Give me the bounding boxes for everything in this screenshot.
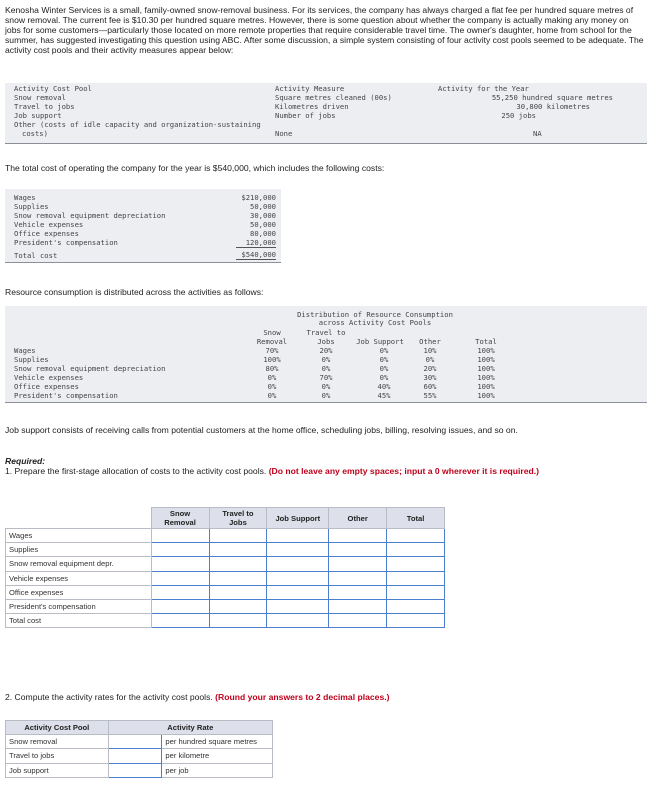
allocation-corner <box>6 508 152 529</box>
header-line: Travel to <box>222 509 254 518</box>
pools-row-measure: Square metres cleaned (00s) <box>275 93 392 102</box>
cost-value: $210,000 <box>241 193 276 202</box>
allocation-row <box>6 571 445 585</box>
subtotal-rule <box>236 247 276 248</box>
header-line: Snow <box>169 509 191 518</box>
dist-value: 0% <box>267 382 277 391</box>
dist-header-other: Other <box>419 337 441 346</box>
dist-value: 100% <box>477 382 495 391</box>
snow-removal-input[interactable] <box>151 585 209 599</box>
pools-table-underline <box>5 143 647 144</box>
dist-value: 100% <box>477 373 495 382</box>
other-input[interactable] <box>329 557 387 571</box>
rates-row <box>6 735 273 749</box>
total-input[interactable] <box>387 543 445 557</box>
allocation-total-row <box>6 614 445 628</box>
dist-value: 0% <box>321 391 331 400</box>
cost-label: Office expenses <box>14 229 79 238</box>
dist-value: 0% <box>379 346 389 355</box>
other-input[interactable] <box>329 585 387 599</box>
rates-header-row <box>6 721 273 735</box>
allocation-row-label: Snow removal equipment depr. <box>6 557 152 571</box>
allocation-row-label: Total cost <box>6 614 152 628</box>
dist-value: 80% <box>265 364 279 373</box>
pools-row-measure: Number of jobs <box>275 111 336 120</box>
travel-input[interactable] <box>209 529 267 543</box>
total-input[interactable] <box>387 557 445 571</box>
rates-pool-label: Job support <box>6 763 109 777</box>
rates-row <box>6 763 273 777</box>
dist-value: 0% <box>379 355 389 364</box>
required-heading: Required: <box>5 456 46 466</box>
allocation-header-job-support: Job Support <box>267 508 329 529</box>
dist-value: 0% <box>267 373 277 382</box>
dist-row-label: Vehicle expenses <box>14 373 84 382</box>
intro-paragraph: Kenosha Winter Services is a small, family-owned snow-removal business. For its services, the company has always charged a flat fee per hundred square metres of snow removal. The current fee is $10.30 per hundred square metres. However, there is some question about whether the company is actually making any money on jobs for some customers—particularly those located on more remote properties that require considerable travel time. The owner's daughter, home from school for the summer, has suggested investigating this question using ABC. After some discussion, a simple system consisting of four activity cost pools seemed to be adequate. The activity cost pools and their activity measures appear below: <box>5 5 644 56</box>
dist-value: 20% <box>319 346 333 355</box>
total-input[interactable] <box>387 571 445 585</box>
allocation-row-label: President's compensation <box>6 599 152 613</box>
job-support-input[interactable] <box>267 557 329 571</box>
total-cost-text: The total cost of operating the company for the year is $540,000, which includes the following costs: <box>5 163 385 173</box>
cost-value: 50,000 <box>250 202 276 211</box>
job-support-input[interactable] <box>267 585 329 599</box>
allocation-row-label: Wages <box>6 529 152 543</box>
dist-value: 0% <box>379 373 389 382</box>
pools-row-pool: Snow removal <box>14 93 66 102</box>
travel-rate-input[interactable] <box>108 749 162 763</box>
allocation-header-travel <box>209 508 267 529</box>
cost-label: Supplies <box>14 202 49 211</box>
allocation-row <box>6 557 445 571</box>
allocation-row-label: Office expenses <box>6 585 152 599</box>
job-support-input[interactable] <box>267 571 329 585</box>
travel-total-input[interactable] <box>209 614 267 628</box>
question-2 <box>5 692 645 702</box>
other-input[interactable] <box>329 599 387 613</box>
allocation-header-snow <box>151 508 209 529</box>
total-rule <box>236 259 276 260</box>
allocation-row-label: Vehicle expenses <box>6 571 152 585</box>
job-support-input[interactable] <box>267 543 329 557</box>
dist-value: 100% <box>477 391 495 400</box>
dist-value: 100% <box>263 355 281 364</box>
dist-header-snow: Snow <box>263 328 281 337</box>
snow-removal-rate-input[interactable] <box>108 735 162 749</box>
pools-row-activity: NA <box>533 129 542 138</box>
total-input[interactable] <box>387 529 445 543</box>
dist-row-label: Office expenses <box>14 382 79 391</box>
dist-value: 100% <box>477 346 495 355</box>
dist-value: 30% <box>423 373 437 382</box>
pools-row-pool: Job support <box>14 111 62 120</box>
rates-table <box>5 720 273 778</box>
travel-input[interactable] <box>209 557 267 571</box>
header-line: Removal <box>164 518 196 527</box>
pools-header-measure: Activity Measure <box>275 84 345 93</box>
dist-header-snow: Removal <box>256 337 288 346</box>
rates-header-rate: Activity Rate <box>108 721 272 735</box>
dist-value: 0% <box>425 355 435 364</box>
allocation-header-row <box>6 508 445 529</box>
rates-unit: per hundred square metres <box>162 735 273 749</box>
distribution-table-underline <box>5 402 647 403</box>
question-2-text: 2. Compute the activity rates for the activity cost pools. <box>5 692 213 702</box>
rates-row <box>6 749 273 763</box>
pools-row-measure: None <box>275 129 293 138</box>
question-1-note: (Do not leave any empty spaces; input a 0 wherever it is required.) <box>268 466 539 476</box>
allocation-row <box>6 543 445 557</box>
pools-header-activity: Activity for the Year <box>438 84 529 93</box>
question-2-note: (Round your answers to 2 decimal places.) <box>215 692 390 702</box>
snow-removal-input[interactable] <box>151 571 209 585</box>
job-support-text: Job support consists of receiving calls from potential customers at the home office, scheduling jobs, billing, resolving issues, and so on. <box>5 425 518 435</box>
snow-removal-input[interactable] <box>151 557 209 571</box>
dist-value: 70% <box>319 373 333 382</box>
cost-value: 120,000 <box>245 238 276 247</box>
grand-total-input[interactable] <box>387 614 445 628</box>
total-cost-label: Total cost <box>14 251 58 260</box>
dist-value: 0% <box>379 364 389 373</box>
allocation-row <box>6 599 445 613</box>
allocation-row-label: Supplies <box>6 543 152 557</box>
distribution-title: Distribution of Resource Consumption <box>297 310 453 319</box>
total-input[interactable] <box>387 585 445 599</box>
dist-row-label: Snow removal equipment depreciation <box>14 364 166 373</box>
job-support-input[interactable] <box>267 599 329 613</box>
snow-removal-input[interactable] <box>151 599 209 613</box>
other-input[interactable] <box>329 543 387 557</box>
question-1 <box>5 466 645 476</box>
other-input[interactable] <box>329 571 387 585</box>
dist-value: 60% <box>423 382 437 391</box>
dist-row-label: Supplies <box>14 355 49 364</box>
dist-value: 20% <box>423 364 437 373</box>
dist-value: 45% <box>377 391 391 400</box>
dist-header-job-support: Job Support <box>356 337 404 346</box>
dist-row-label: Wages <box>14 346 36 355</box>
allocation-table <box>5 507 445 628</box>
cost-label: President's compensation <box>14 238 118 247</box>
snow-removal-total-input[interactable] <box>151 614 209 628</box>
pools-row-activity: 55,250 hundred square metres <box>491 93 613 102</box>
dist-header-travel: Travel to <box>306 328 346 337</box>
cost-value: 80,000 <box>250 229 276 238</box>
dist-value: 0% <box>321 382 331 391</box>
travel-input[interactable] <box>209 599 267 613</box>
dist-header-travel: Jobs <box>317 337 335 346</box>
job-support-input[interactable] <box>267 529 329 543</box>
pools-header-pool: Activity Cost Pool <box>14 84 92 93</box>
costs-table-underline <box>5 262 281 263</box>
question-1-text: 1. Prepare the first-stage allocation of costs to the activity cost pools. <box>5 466 267 476</box>
cost-label: Vehicle expenses <box>14 220 84 229</box>
allocation-row <box>6 585 445 599</box>
pools-row-pool: Other (costs of idle capacity and organization-sustaining <box>14 120 261 129</box>
pools-row-measure: Kilometres driven <box>275 102 349 111</box>
travel-input[interactable] <box>209 585 267 599</box>
allocation-header-total: Total <box>387 508 445 529</box>
pools-row-activity: 30,800 kilometres <box>516 102 590 111</box>
pools-row-activity: 250 jobs <box>501 111 536 120</box>
pools-row-pool-continued: costs) <box>22 129 48 138</box>
job-support-total-input[interactable] <box>267 614 329 628</box>
dist-value: 55% <box>423 391 437 400</box>
total-cost-value: $540,000 <box>241 250 276 259</box>
cost-label: Wages <box>14 193 36 202</box>
allocation-row <box>6 529 445 543</box>
distribution-subtitle: across Activity Cost Pools <box>318 318 432 327</box>
snow-removal-input[interactable] <box>151 543 209 557</box>
other-input[interactable] <box>329 529 387 543</box>
dist-value: 10% <box>423 346 437 355</box>
resource-consumption-text: Resource consumption is distributed across the activities as follows: <box>5 287 264 297</box>
rates-pool-label: Snow removal <box>6 735 109 749</box>
dist-header-total: Total <box>475 337 497 346</box>
other-total-input[interactable] <box>329 614 387 628</box>
travel-input[interactable] <box>209 571 267 585</box>
dist-value: 70% <box>265 346 279 355</box>
dist-row-label: President's compensation <box>14 391 118 400</box>
dist-value: 0% <box>321 364 331 373</box>
job-support-rate-input[interactable] <box>108 763 162 777</box>
allocation-header-other: Other <box>329 508 387 529</box>
dist-value: 100% <box>477 364 495 373</box>
cost-value: 30,000 <box>250 211 276 220</box>
rates-unit: per kilometre <box>162 749 273 763</box>
dist-value: 40% <box>377 382 391 391</box>
header-line: Jobs <box>229 518 247 527</box>
dist-value: 100% <box>477 355 495 364</box>
rates-header-pool: Activity Cost Pool <box>6 721 109 735</box>
rates-unit: per job <box>162 763 273 777</box>
total-input[interactable] <box>387 599 445 613</box>
cost-label: Snow removal equipment depreciation <box>14 211 166 220</box>
snow-removal-input[interactable] <box>151 529 209 543</box>
travel-input[interactable] <box>209 543 267 557</box>
cost-value: 50,000 <box>250 220 276 229</box>
dist-value: 0% <box>267 391 277 400</box>
rates-pool-label: Travel to jobs <box>6 749 109 763</box>
dist-value: 0% <box>321 355 331 364</box>
pools-row-pool: Travel to jobs <box>14 102 75 111</box>
